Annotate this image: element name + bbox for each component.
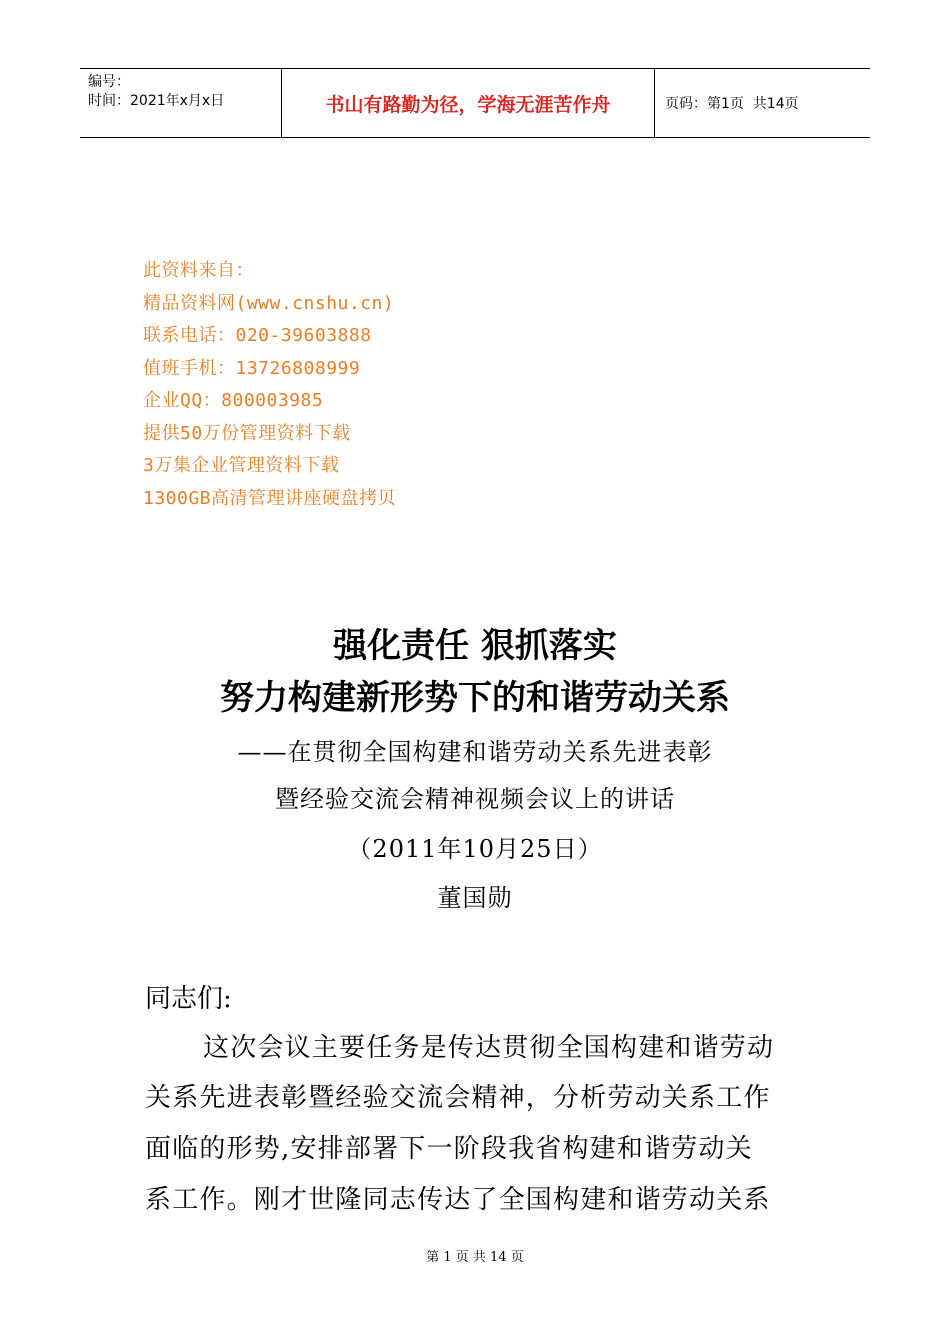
source-info-block: [143, 255, 396, 515]
motto-text: 书山有路勤为径，学海无涯苦作舟: [325, 93, 611, 116]
source-line: 值班手机：13726808999: [143, 357, 361, 379]
document-title-line-2: 努力构建新形势下的和谐劳动关系: [220, 678, 730, 718]
body-line: 关系先进表彰暨经验交流会精神，分析劳动关系工作: [145, 1083, 771, 1113]
body-line: 面临的形势,安排部署下一阶段我省构建和谐劳动关: [145, 1134, 753, 1164]
serial-label: 编号：: [88, 74, 130, 90]
header-page-cell: [655, 69, 870, 137]
document-subtitle-line-2: 暨经验交流会精神视频会议上的讲话: [275, 785, 675, 813]
header-meta-cell: [80, 69, 282, 137]
header-motto-cell: [282, 69, 655, 137]
page-footer: 第 1 页 共 14 页: [426, 1250, 524, 1265]
page-code: 页码：第1页 共14页: [665, 96, 799, 112]
source-line: 精品资料网(www.cnshu.cn): [143, 292, 395, 314]
source-line: 3万集企业管理资料下载: [143, 455, 340, 476]
document-date: （2011年10月25日）: [347, 835, 603, 863]
source-line: 联系电话：020-39603888: [143, 325, 372, 346]
source-line: 1300GB高清管理讲座硬盘拷贝: [143, 487, 397, 509]
source-line: 企业QQ：800003985: [143, 390, 324, 411]
salutation: 同志们:: [145, 984, 232, 1014]
source-line: 提供50万份管理资料下载: [143, 422, 351, 444]
document-subtitle-line-1: ——在贯彻全国构建和谐劳动关系先进表彰: [237, 738, 713, 766]
document-title-line-1: 强化责任 狠抓落实: [333, 626, 617, 666]
body-line: 系工作。刚才世隆同志传达了全国构建和谐劳动关系: [145, 1185, 771, 1215]
time-label: 时间：2021年x月x日: [88, 93, 225, 109]
document-author: 董国勋: [437, 884, 513, 912]
body-line: 这次会议主要任务是传达贯彻全国构建和谐劳动: [203, 1033, 775, 1063]
source-line: 此资料来自：: [143, 260, 254, 281]
page-header-table: [80, 68, 870, 138]
